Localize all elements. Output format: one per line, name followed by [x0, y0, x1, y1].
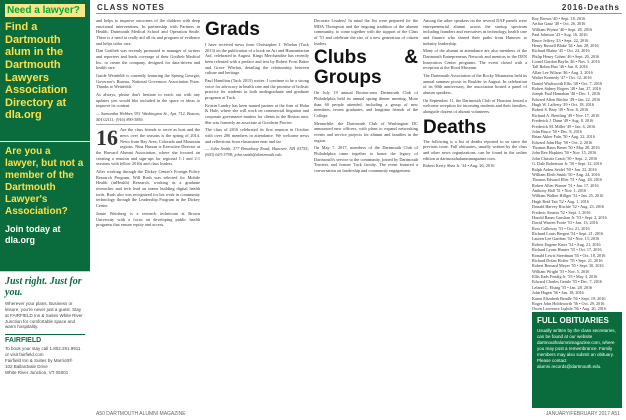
death-entry: Robert Eugene Knox '54 • Aug. 21, 2016: [532, 241, 601, 247]
deaths-list: [532, 16, 622, 312]
death-entry: Hugh W. Lafferty '49 • Oct. 18, 2016: [532, 102, 594, 107]
paragraph: I have received news from Christopher J. Whelan (Tuck 2013) on the publication of a book on Art and Humanitarian Aid, celebrated in August. Kings Merchandise has recently been released with a preface and text by Robert Frost Baker and Grace Whelan, detailing the relationship between culture and heritage.: [205, 41, 309, 76]
signature: — Samantha Webber, 951 Washington St., Apt. 712, Boston, MA 02111; (916) 890-3856: [96, 111, 200, 122]
death-entry: John Bruce '50 • Dec. 8, 2016: [532, 128, 582, 134]
footer-right: JANUARY/FEBRUARY 2017 A51: [545, 411, 620, 417]
death-entry: Edward Charles Gentle '55 • Dec. 7, 2016: [532, 279, 603, 285]
death-entry: John Hagen '56 • Jan. 18, 2016: [532, 290, 584, 296]
death-entry: Tall Rohm Huo '46 • Jan. 8, 2016: [532, 64, 588, 70]
paragraph: As always, please don't hesitate to reach out with any updates you would like included in the space or ideas to improve its content.: [96, 92, 200, 109]
death-entry: Karen Elizabeth Beadle '56 • Sept. 19, 2016: [532, 295, 606, 301]
death-entry: Edward John Hay '50 • Oct. 2, 2016: [532, 139, 593, 145]
death-entry: Richard Blaine '45 • Oct. 24, 2016: [532, 48, 590, 54]
paragraph: Dan Gottlieb was recently promoted to manager of writers and reporters and leads coverage of their Gottlieb Medical Inc. to create the company, designed for data-driven and health care.: [96, 48, 200, 71]
left-ad-column: [0, 0, 90, 420]
ad-line: 102 Ballardvale Drive: [5, 364, 48, 370]
ad-question: Need a lawyer?: [5, 4, 85, 17]
obit-box-title: FULL OBITUARIES: [537, 316, 609, 325]
death-entry: Walter Kennedy '47 • Oct. 12, 2016: [532, 75, 592, 81]
footer-left: A50 DARTMOUTH ALUMNI MAGAZINE: [96, 411, 186, 417]
paragraph: The class of 2016 celebrated its first reunion in October with over 200 members in attendance. We welcome news and reflections from classmates near and far.: [205, 127, 309, 144]
death-entry: Harold Baum Gasslian Jr. '53 • Sept. 2, 2016: [532, 214, 607, 220]
death-entry: Paul Johnson '43 • Aug. 16, 2016: [532, 32, 588, 38]
paragraph: Jamie Weinberg is a research technician at Brown University with a focus on developing public health programs that ensure equity and access.: [96, 210, 200, 228]
death-entry: Richard Dolan Hoffer '55 • Sept. 21, 2016: [532, 257, 603, 263]
paragraph: Among the other speakers on the several DAF panels were entrepreneurial alumni across the startup spectrum including founders and executives in technology, health care and finance who shared their paths from Hanover to industry leadership.: [423, 18, 528, 46]
death-entry: Roger John Holdsworth '56 • Oct. 29, 2016: [532, 300, 605, 306]
paragraph: The following is a list of deaths reported to us since the previous issue. Full obituaries, usually written by the class and other news organizations, can be found in the online edition at dartmouthalumnimagazine.com.: [423, 138, 527, 161]
death-entry: Robert S. Bray '49 • Nov. 8, 2016: [532, 107, 589, 113]
ad-headline: Find a Dartmouth alum in the Dartmouth Lawyers Association Directory at dla.org: [5, 21, 68, 122]
column-1: [96, 18, 200, 230]
death-entry: Daniel Wadsworth Ellis '48 • Oct. 7, 2016: [532, 80, 603, 86]
death-entry: Leland C. Elsing '55 • Jan. 28, 2016: [532, 284, 593, 290]
death-entry: Frederick M. Miller '49 • Jan. 6, 2016: [532, 123, 596, 129]
header-divider: [96, 13, 622, 14]
paragraph: After working through the Dickey Center's Foreign Policy Research Program, Will Rush was selected for Mobile Health (mHealth) Research, working as a graduate researcher and tech lead on teams building digital health tools. Rush also was recognized for his work in community technology through the Leadership Program in the Dickey Center.: [96, 169, 200, 209]
ad-headline: Just right. Just for you.: [5, 276, 82, 298]
death-entry: William Wynne '40 • Sept. 28, 2016: [532, 26, 593, 32]
death-entry: Arthur Ganz '40 • Oct. 26, 2016: [532, 21, 586, 27]
death-entry: William Eleth Smith '50 • Aug. 24, 2016: [532, 171, 600, 177]
column-4: [423, 18, 527, 171]
death-entry: Ellis Eads Fendig Jr. '55 • May 4, 2016: [532, 274, 598, 279]
ad-line: Fairfield Inn & Suites by Marriott®: [5, 358, 73, 364]
fairfield-inn-ad[interactable]: [0, 271, 90, 411]
paragraph: On September 11, the Dartmouth Club of Houston hosted a welcome reception for incoming students and their families, alongside dozens of alumni volunteers.: [423, 97, 527, 115]
section-header-right: 2016-Deaths: [561, 3, 620, 12]
ad-line: White River Junction, VT 05001: [5, 370, 69, 376]
dla-join-ad[interactable]: [0, 141, 90, 271]
paragraph: and helps to improve outcomes of the children with deep emotional interventions. In partnership with Partners in Health, Dartmouth Medical School and Operation Smile. There is a need to really aid all its and program of evidence and helps tailor care.: [96, 18, 200, 46]
ad-line: or visit fairfield.com: [5, 352, 44, 358]
death-entry: G. Dale Robertson Jr. '50 • Sept. 12, 2016: [532, 161, 602, 167]
death-entry: Robert Sidney Rogers '48 • Jan. 27, 2016: [532, 85, 601, 91]
paragraph: Are the class friends to serve as host and the news over the seasons is the spring of 2014. News from Bay Area, Colorado and Mountain regions. Nina Hassan is Executive Director at the Harvard Alumni Association, where she focused on creating a reunion and sign-ups for regional 1:1 and 2:1 sessions with fellow 2016s and class leaders.: [96, 127, 200, 167]
death-entry: Robert Allen Warner '51 • Jan. 17, 2016: [532, 182, 599, 188]
death-entry: Frederic Sinatra '52 • Sept. 1, 2016: [532, 209, 591, 215]
death-entry: Robert Bernard Meyer '55 • Sept. 30, 2016: [532, 263, 604, 269]
paragraph: On July 19 annual Boston-area Dartmouth Club of Philadelphia held its annual spring dinner meeting. More than 60 people attended, including a group of new members, recent graduates, and longtime friends of the College.: [314, 90, 418, 118]
death-entry: Philip Henry Cohen '46 • Sept. 20, 2016: [532, 53, 600, 59]
death-entry: Hugh Reid Tait '52 • Aug. 1, 2016: [532, 198, 589, 204]
death-entry: Frederick J. Dunn '49 • Aug. 8, 2016: [532, 118, 594, 124]
death-entry: John Christie Leach '50 • Sept. 2, 2016: [532, 155, 598, 161]
death-entry: Owen Lawrence Lightle '56 • Aug. 20, 2016: [532, 306, 606, 312]
death-entry: Ronald Lewis Steedman '55 • Oct. 18, 2016: [532, 252, 606, 258]
death-entry: Joseph Paul Hanrahan '48 • Dec. 1, 2016: [532, 91, 601, 97]
dla-lawyer-ad[interactable]: [0, 0, 90, 141]
ad-text: Wherever your plans. Business or leisure, you're never just a guest. Stay at FAIRFIELD Inn & Suites White River Junction for comfortable space and warm hospitality.: [5, 301, 83, 330]
class-year-initial: 16: [96, 125, 118, 151]
death-entry: Brian Akker Fahs '50 • Aug. 22, 2016: [532, 134, 595, 140]
paragraph: The Dartmouth Association of the Rocky Mountains held its annual summer picnic in Boulder in August. In celebration of its 60th anniversary, the association hosted a panel of alumni speakers.: [423, 73, 527, 96]
paragraph: Paul Hamilton (Tuck 2015) writes: I continue to be a strong voice for advocacy in health care and the promise of holistic practice for students in both undergraduate and graduate programs at Tuck.: [205, 77, 309, 100]
death-entry: Ross Calloway '53 • Oct. 21, 2016: [532, 225, 590, 231]
section-title-clubs: Clubs & Groups: [314, 47, 418, 89]
paragraph: Many of the alumni in attendance are also members of the Dartmouth Entrepreneurs Network and mentors in the DEN Innovation Center programs. The event closed with a reception at the Hood Museum.: [423, 48, 527, 71]
paragraph: Guide Weinfeldt is currently featuring the Sprung Georgia, Governor's Bureau, National Governors Association Prize. Thanks to Weinfeldt.: [96, 73, 200, 90]
signature: — John Smith, 377 Broadway Road, Hanover, NH 03755; (603) 643-3798; john.smith@dartmouth.edu: [205, 146, 309, 158]
ad-join-text: Join today at dla.org: [5, 224, 61, 245]
death-entry: Lauren Lee Gardner '54 • Nov. 13, 2016: [532, 236, 600, 242]
death-entry: Richard A. Breitling '49 • Nov. 17, 2016: [532, 112, 600, 118]
death-entry: Robert Kerry Shea Jr. '34 • Aug. 26, 2016: [423, 163, 495, 169]
section-title-grads: Grads: [205, 19, 260, 40]
death-entry: Lionel Gordon Baylis '46 • Nov. 5, 2016: [532, 59, 600, 64]
death-entry: William Walker Hillger '52 • Jan. 25, 2016: [532, 193, 604, 199]
death-entry: David Warren Foote '53 • Jan. 13, 2016: [532, 220, 598, 226]
death-entry: William Wright '55 • Nov. 5, 2016: [532, 268, 590, 274]
death-entry: Henry Russell Blake '44 • Jan. 28, 2016: [532, 42, 599, 48]
obit-box-text: Usually written by the class secretaries, can be found at our website dartmouthalumnimagazine.com, where you may post a remembrance. Family members may also submit an obituary. Please contact alumni.records@dartmouth.edu.: [537, 328, 616, 370]
death-entry: Bruce Jeffrey '43 • Sept. 22, 2016: [532, 37, 589, 43]
section-title-deaths: Deaths: [423, 116, 487, 138]
paragraph: Meanwhile, the Dartmouth Club of Washington DC announced new officers, with plans to expand networking events and service projects for alumni and families in the region.: [314, 120, 418, 143]
death-entry: Roy Brown '40 • Sept. 18, 2016: [532, 16, 586, 21]
death-entry: Thomas Edward Eller '51 • Aug. 28, 2016: [532, 177, 603, 183]
fairfield-logo: FAIRFIELD: [5, 334, 85, 344]
death-entry: Donald Harvey Ritchie '52 • Aug. 23, 2016: [532, 204, 605, 210]
column-3: [314, 18, 418, 176]
section-header-left: CLASS NOTES: [97, 3, 165, 12]
death-entry: Ralph Arden Seidel '50 • Jan. 22, 2016: [532, 166, 597, 172]
death-entry: John Rex Hopkins '50 • Nov. 15, 2016: [532, 150, 597, 156]
paragraph: Kristin Landry has been named partner at the firm of Hahn & Hale, where she will work on commercial litigation and corporate governance matters for clients in the Boston area. She was formerly an associate at Goodwin Procter.: [205, 102, 309, 125]
full-obituaries-box[interactable]: [532, 312, 622, 408]
death-entry: Richard Lyons Hunter '55 • Oct. 17, 2016: [532, 247, 602, 253]
ad-headline: Are you a lawyer, but not a member of the Dartmouth Lawyer's Association?: [5, 146, 84, 217]
paragraph: Decorate Leaders! In mind the list were prepared for the MDA Thompson and the ongoing tradition of the alumni community, to come together with the support of the Class of '51 and celebrate the rise of a new generation of citizen leaders.: [314, 18, 418, 46]
death-entry: Allan Lee Wilson '46 • Aug. 3, 2016: [532, 69, 593, 75]
death-entry: Anthony Hall '51 • Nov. 1, 2016: [532, 188, 587, 193]
death-entry: Thomas Bates Benet '50 • May 28, 2016: [532, 145, 600, 150]
paragraph: On May 7, 2017, members of the Dartmouth Club of Philadelphia came together to honor the legacy of Dartmouth's service to the community, joined by Dartmouth Trustees and former Tuck faculty. The event featured a conversation on leadership and community engagement.: [314, 145, 418, 173]
death-entry: Edward Allen Ritchie '49 • Jan. 22, 2016: [532, 96, 601, 102]
ad-line: To book your stay call 1.802.291.9911: [5, 346, 81, 352]
death-entry: Richard Louis Bergert '54 • Sept. 21, 2016: [532, 231, 604, 236]
column-2: [205, 18, 309, 160]
